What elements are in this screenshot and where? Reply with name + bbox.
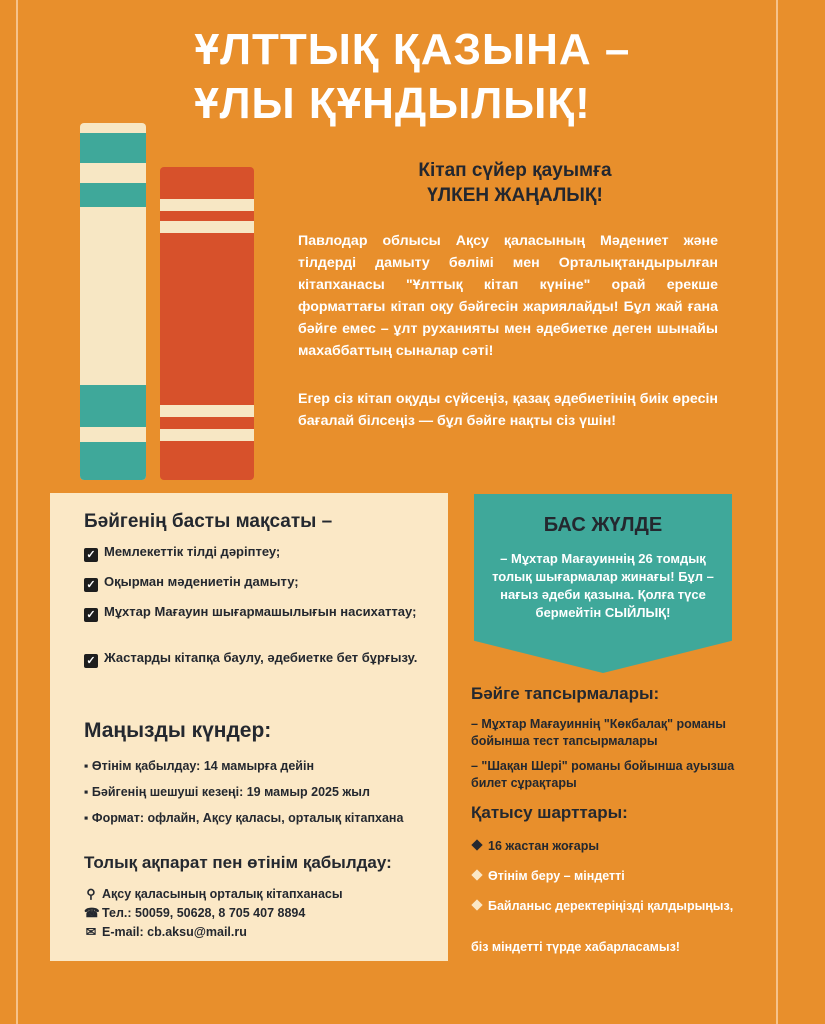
task-item: – Мұхтар Мағауиннің "Көкбалақ" романы бойынша тест тапсырмалары	[471, 717, 726, 748]
address-line: ⚲ Ақсу қаласының орталық кітапханасы	[84, 886, 343, 901]
diamond-icon	[471, 839, 482, 850]
phone-icon: ☎	[84, 906, 100, 920]
conditions-heading: Қатысу шарттары:	[471, 803, 628, 822]
info-heading: Толық ақпарат пен өтінім қабылдау:	[84, 853, 392, 872]
checkbox-icon: ✓	[84, 608, 98, 622]
goal-item: ✓ Оқырман мәдениетін дамыту;	[84, 573, 434, 592]
dates-heading: Маңызды күндер:	[84, 719, 272, 742]
goal-item: ✓ Мұхтар Мағауин шығармашылығын насихаттау;	[84, 603, 434, 622]
diamond-icon	[471, 899, 482, 910]
goal-item: ✓ Мемлекеттік тілді дәріптеу;	[84, 543, 434, 562]
book-illustration-red	[160, 167, 254, 480]
condition-item: Өтінім беру – міндетті	[471, 866, 741, 886]
announcement-line-1: Кітап сүйер қауымға	[418, 160, 612, 181]
email-line[interactable]: ✉ E-mail: cb.aksu@mail.ru	[85, 925, 247, 939]
prize-heading: БАС ЖҮЛДЕ	[543, 514, 663, 536]
condition-item: Байланыс деректеріңізді қалдырыңыз,	[471, 896, 741, 916]
title-line-1: ҰЛТТЫҚ ҚАЗЫНА –	[194, 25, 631, 74]
date-item: ▪ Өтінім қабылдау: 14 мамырға дейін	[84, 759, 315, 773]
invitation-paragraph: Егер сіз кітап оқуды сүйсеңіз, қазақ әдебиетінің биік өресін бағалай білсеңіз — бұл бәйге нақты сіз үшін!	[298, 391, 718, 429]
location-pin-icon: ⚲	[86, 887, 96, 901]
checkbox-icon: ✓	[84, 654, 98, 668]
announcement-heading	[300, 158, 730, 208]
diamond-icon	[471, 869, 482, 880]
phone-line: ☎ Тел.: 50059, 50628, 8 705 407 8894	[84, 906, 306, 920]
goals-heading: Бәйгенің басты мақсаты –	[84, 511, 333, 532]
checkbox-icon: ✓	[84, 578, 98, 592]
intro-paragraph: Павлодар облысы Ақсу қаласының Мәдениет және тілдерді дамыту бөлімі мен Орталықтандырылған кітапханасы "Ұлттық кітап күніне" орай ерекше форматтағы кітап оқу бәйгесін жариялайды! Бұл жай ғана бәйге емес – ұлт руханияты мен әдебиетке деген шынайы махаббаттың сыналар сәті!	[298, 233, 718, 359]
title-line-2: ҰЛЫ ҚҰНДЫЛЫҚ!	[194, 79, 591, 128]
envelope-icon: ✉	[85, 925, 97, 939]
goal-item: ✓ Жастарды кітапқа баулу, әдебиетке бет бұрғызу.	[84, 649, 434, 668]
tasks-heading: Бәйге тапсырмалары:	[471, 684, 660, 703]
announcement-line-2: ҮЛКЕН ЖАҢАЛЫҚ!	[427, 185, 603, 206]
book-illustration-cream	[80, 123, 146, 480]
prize-text: – Мұхтар Мағауиннің 26 томдық толық шығармалар жинағы! Бұл – нағыз әдеби қазына. Қолға түсе бермейтін СЫЙЛЫҚ!	[492, 551, 714, 620]
checkbox-icon: ✓	[84, 548, 98, 562]
date-item: ▪ Бәйгенің шешуші кезеңі: 19 мамыр 2025 жыл	[84, 785, 370, 799]
condition-item: 16 жастан жоғары	[471, 836, 741, 856]
condition-item: біз міндетті түрде хабарласамыз!	[471, 940, 680, 954]
task-item: – "Шақан Шері" романы бойынша ауызша билет сұрақтары	[471, 759, 735, 790]
date-item: ▪ Формат: офлайн, Ақсу қаласы, орталық кітапхана	[84, 811, 404, 825]
